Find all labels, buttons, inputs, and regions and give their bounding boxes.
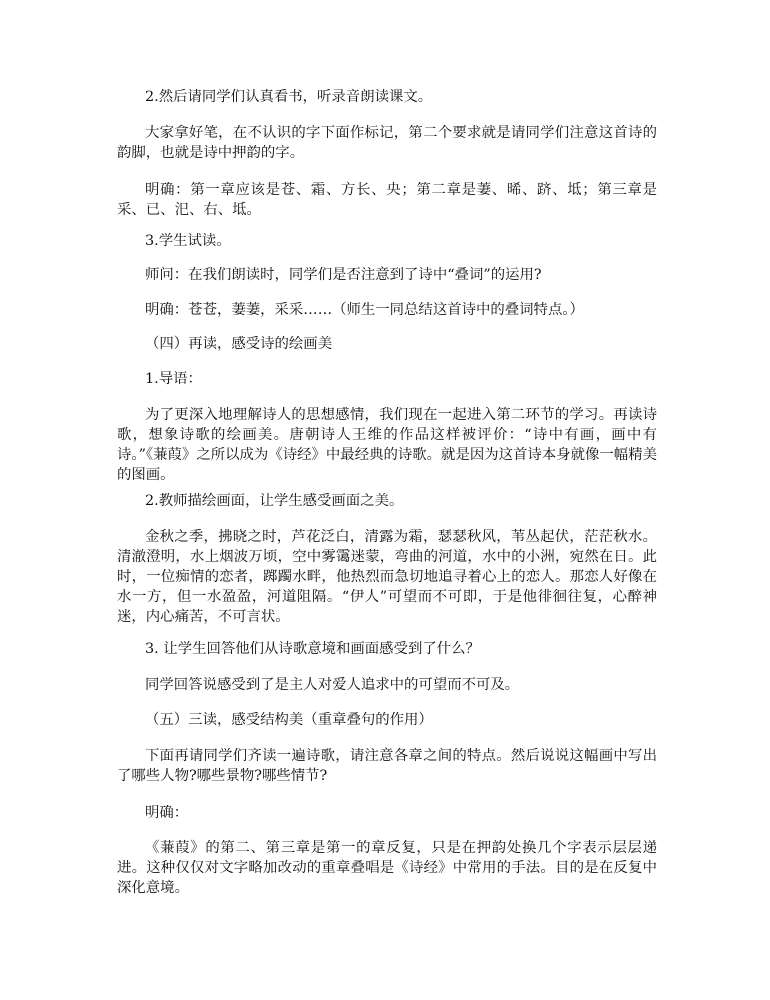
section-heading-4: （四）再读，感受诗的绘画美 [145,336,333,352]
paragraph-mark-words: 大家拿好笔，在不认识的字下面作标记，第二个要求就是请同学们注意这首诗的韵脚，也就是诗中押韵的字。 [117,125,657,161]
paragraph-answer-label: 明确： [145,805,189,821]
paragraph-intro-label: 1.导语： [145,371,202,387]
paragraph-step-3-trial-read: 3.学生试读。 [145,233,231,249]
paragraph-scene-description: 金秋之季，拂晓之时，芦花泛白，清露为霜，瑟瑟秋风，苇丛起伏，茫茫秋水。清澈澄明，水上烟波万顷，空中雾霭迷蒙，弯曲的河道，水中的小洲，宛然在日。此时，一位痴情的恋者，踯躅水畔，他热烈而急切地追寻着心上的恋人。那恋人好像在水一方，但一水盈盈，河道阻隔。“伊人”可望而不可即，于是他徘徊往复，心醉神迷，内心痛苦，不可言状。 [117,529,657,625]
paragraph-student-answer: 同学回答说感受到了是主人对爱人追求中的可望而不可及。 [145,677,520,693]
paragraph-teacher-question: 师问：在我们朗读时，同学们是否注意到了诗中“叠词”的运用? [145,267,542,283]
paragraph-rhymes-answer: 明确：第一章应该是苍、霜、方长、央；第二章是萋、晞、跻、坻；第三章是采、已、汜、右、坻。 [117,182,657,218]
paragraph-teacher-describes: 2.教师描绘画面，让学生感受画面之美。 [145,493,404,509]
paragraph-reduplication-answer: 明确：苍苍，萋萋，采采……（师生一同总结这首诗中的叠词特点。） [145,302,584,318]
paragraph-step-3-students-answer: 3. 让学生回答他们从诗歌意境和画面感受到了什么？ [145,641,480,657]
paragraph-group-reading: 下面再请同学们齐读一遍诗歌，请注意各章之间的特点。然后说说这幅画中写出了哪些人物?哪些景物?哪些情节? [117,748,657,784]
paragraph-intro-text: 为了更深入地理解诗人的思想感情，我们现在一起进入第二环节的学习。再读诗歌，想象诗歌的绘画美。唐朝诗人王维的作品这样被评价：“诗中有画，画中有诗。”《蒹葭》之所以成为《诗经》中最经典的诗歌。就是因为这首诗本身就像一幅精美的图画。 [117,407,657,483]
section-heading-5: （五）三读，感受结构美（重章叠句的作用） [145,712,433,728]
paragraph-structure-answer: 《蒹葭》的第二、第三章是第一的章反复，只是在押韵处换几个字表示层层递进。这种仅仅对文字略加改动的重章叠唱是《诗经》中常用的手法。目的是在反复中深化意境。 [117,840,657,896]
paragraph-step-2-listen: 2.然后请同学们认真看书，听录音朗读课文。 [145,89,433,105]
